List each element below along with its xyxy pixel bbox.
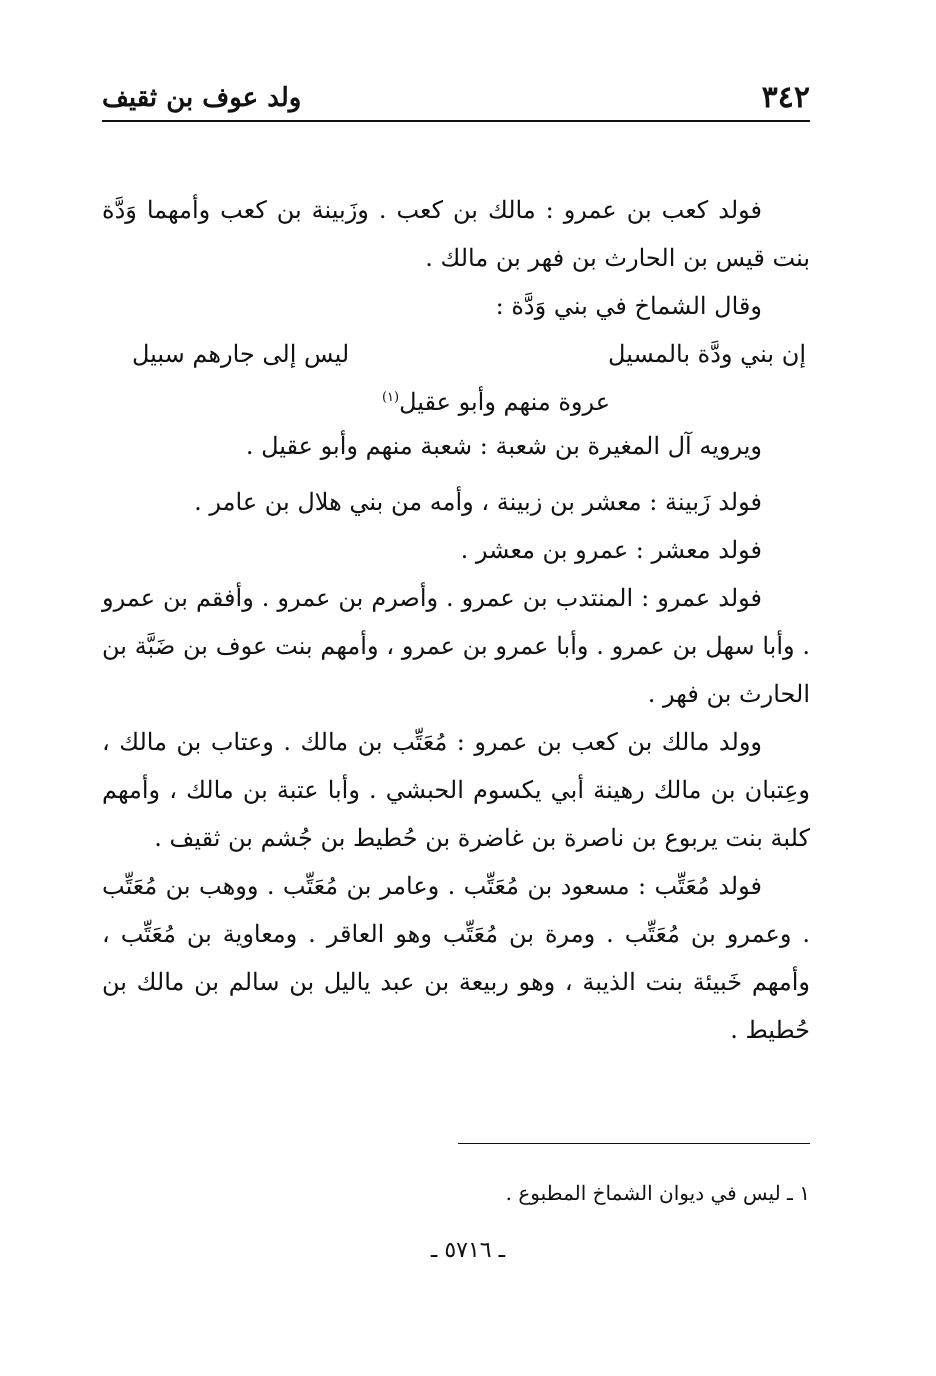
running-header — [102, 68, 810, 118]
verse-hemistich-left: ليس إلى جارهم سبيل — [132, 340, 350, 368]
paragraph-5: فولد معشر : عمرو بن معشر . — [460, 536, 762, 564]
chapter-title: ولد عوف بن ثقيف — [102, 83, 302, 113]
verse-second-text: عروة منهم وأبو عقيل — [399, 388, 611, 416]
footnote-rule — [458, 1143, 810, 1144]
verse-first-line — [102, 330, 810, 378]
paragraph-3: ويرويه آل المغيرة بن شعبة : شعبة منهم وأبو عقيل . — [245, 432, 762, 460]
body-text — [102, 186, 810, 1054]
verse-second-line — [102, 378, 810, 422]
paragraph-1: فولد كعب بن عمرو : مالك بن كعب . وزَبينة بن كعب وأمهما وَدَّة بنت قيس بن الحارث بن فهر بن مالك . — [102, 196, 810, 272]
footnote: ١ ـ ليس في ديوان الشماخ المطبوع . — [505, 1181, 810, 1205]
paragraph-7: وولد مالك بن كعب بن عمرو : مُعَتِّب بن مالك . وعتاب بن مالك ، وعِتبان بن مالك رهينة أبي يكسوم الحبشي . وأبا عتبة بن مالك ، وأمهم كلبة بنت يربوع بن ناصرة بن غاضرة بن حُطيط بن جُشم بن ثقيف . — [102, 728, 810, 852]
paragraph-2: وقال الشماخ في بني وَدَّة : — [495, 292, 762, 320]
header-rule — [102, 120, 810, 122]
page-number-bottom: ـ ٥٧١٦ ـ — [430, 1238, 506, 1263]
paragraph-4: فولد زَبينة : معشر بن زبينة ، وأمه من بني هلال بن عامر . — [194, 488, 762, 516]
paragraph-6: فولد عمرو : المنتدب بن عمرو . وأصرم بن عمرو . وأفقم بن عمرو . وأبا سهل بن عمرو . وأبا عمرو بن عمرو ، وأمهم بنت عوف بن ضَبَّة بن الحارث بن فهر . — [102, 584, 810, 708]
page-number-top: ٣٤٢ — [761, 80, 810, 115]
footnote-reference: (١) — [381, 390, 400, 405]
paragraph-8: فولد مُعَتِّب : مسعود بن مُعَتِّب . وعامر بن مُعَتِّب . ووهب بن مُعَتِّب . وعمرو بن مُعَتِّب . ومرة بن مُعَتِّب وهو العاقر . ومعاوية بن مُعَتِّب ، وأمهم خَبيئة بنت الذيبة ، وهو ربيعة بن عبد ياليل بن سالم بن مالك بن حُطيط . — [102, 872, 810, 1044]
poem-verse — [102, 330, 810, 422]
verse-hemistich-right: إن بني ودَّة بالمسيل — [608, 340, 806, 368]
